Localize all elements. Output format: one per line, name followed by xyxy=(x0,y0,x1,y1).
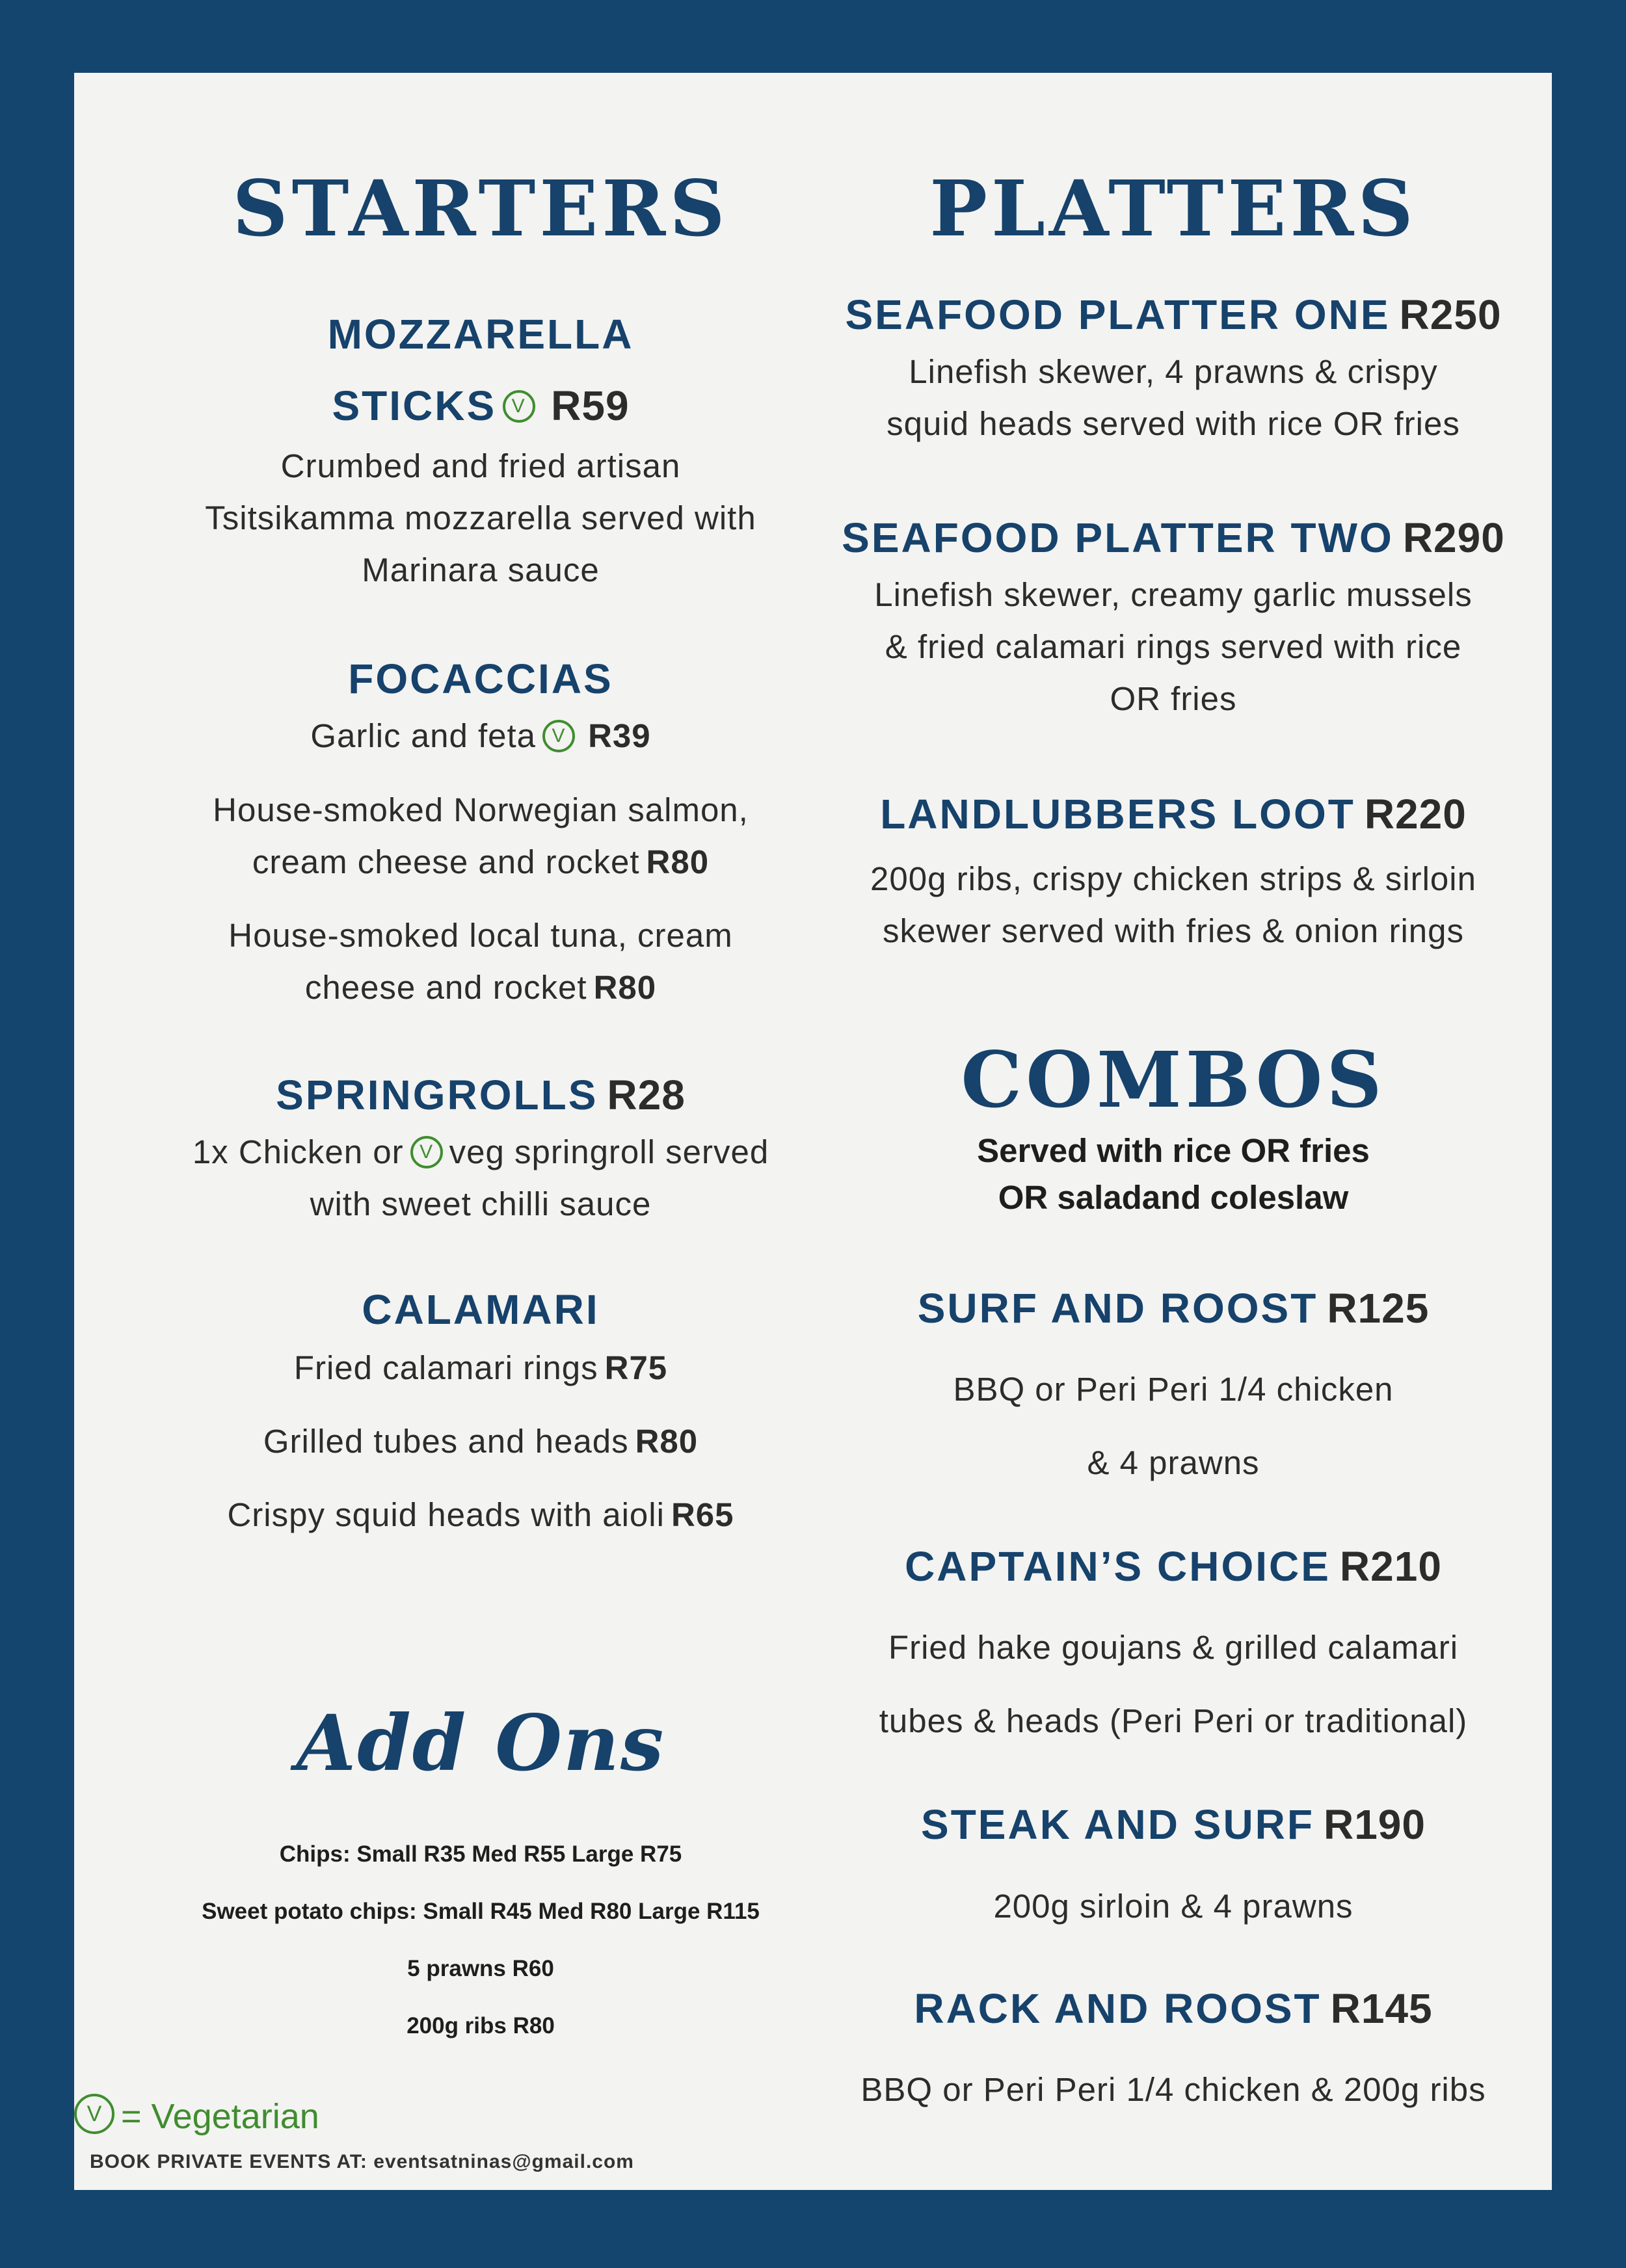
addon-line: 200g ribs R80 xyxy=(406,2013,555,2038)
springrolls-price: R28 xyxy=(607,1072,686,1118)
calamari-rings xyxy=(126,1342,835,1394)
platter-name xyxy=(819,291,1528,338)
addon-line: Chips: Small R35 Med R55 Large R75 xyxy=(279,1841,682,1867)
vegetarian-icon: V xyxy=(74,2094,114,2134)
combo-price: R210 xyxy=(1339,1543,1442,1590)
combos-subtitle: Served with rice OR fries xyxy=(977,1132,1370,1169)
combos-subtitle: OR saladand coleslaw xyxy=(998,1179,1349,1216)
legend-label: = Vegetarian xyxy=(121,2097,319,2136)
calamari-squid-price: R65 xyxy=(671,1496,734,1533)
combo-desc: BBQ or Peri Peri 1/4 chicken xyxy=(953,1371,1394,1408)
platter-desc: OR fries xyxy=(1110,680,1237,717)
focaccia-garlic-price: R39 xyxy=(588,717,651,754)
mozzarella-name: STICKS xyxy=(332,382,497,429)
springrolls-desc-b: veg springroll served xyxy=(449,1133,769,1170)
vegetarian-icon: V xyxy=(503,390,535,423)
focaccias-name: FOCACCIAS xyxy=(348,655,613,702)
vegetarian-icon: V xyxy=(410,1136,443,1168)
mozzarella-name-line2 xyxy=(126,382,835,429)
combo-desc: tubes & heads (Peri Peri or traditional) xyxy=(879,1702,1468,1739)
springrolls-name xyxy=(126,1074,835,1116)
springrolls-desc-a: 1x Chicken or xyxy=(192,1133,404,1170)
platter-name xyxy=(819,793,1528,835)
focaccia-garlic-text: Garlic and feta xyxy=(310,717,537,754)
addon-line: 5 prawns R60 xyxy=(407,1956,554,1981)
mozzarella-desc-2: Tsitsikamma mozzarella served with xyxy=(205,499,756,536)
starters-title: STARTERS xyxy=(232,163,729,254)
menu-card xyxy=(74,73,1552,2190)
focaccia-salmon-price: R80 xyxy=(646,843,710,880)
combo-desc: & 4 prawns xyxy=(1087,1444,1260,1481)
combo-title: SURF AND ROOST xyxy=(917,1285,1318,1332)
platter-desc: Linefish skewer, creamy garlic mussels xyxy=(874,576,1473,613)
combo-title: CAPTAIN’S CHOICE xyxy=(905,1543,1331,1590)
left-column xyxy=(126,73,835,2190)
focaccia-tuna-text: cheese and rocket xyxy=(304,969,587,1006)
springrolls-desc-2: with sweet chilli sauce xyxy=(310,1185,652,1222)
calamari-grilled-text: Grilled tubes and heads xyxy=(263,1423,629,1460)
focaccia-garlic xyxy=(126,710,835,762)
mozzarella-desc-3: Marinara sauce xyxy=(362,551,600,588)
focaccia-tuna-line1: House-smoked local tuna, cream xyxy=(228,917,733,954)
booking-contact: BOOK PRIVATE EVENTS AT: eventsatninas@gmail.com xyxy=(90,2151,634,2172)
platter-price: R290 xyxy=(1402,514,1505,561)
springrolls-desc-1 xyxy=(126,1126,835,1178)
calamari-grilled-price: R80 xyxy=(635,1423,699,1460)
combo-price: R125 xyxy=(1327,1285,1430,1332)
vegetarian-legend xyxy=(74,2096,464,2146)
platter-desc: 200g ribs, crispy chicken strips & sirloin xyxy=(870,860,1476,897)
focaccia-salmon-text: cream cheese and rocket xyxy=(252,843,640,880)
focaccia-tuna-price: R80 xyxy=(593,969,657,1006)
mozzarella-price: R59 xyxy=(551,382,630,429)
combo-price: R190 xyxy=(1323,1801,1426,1848)
combo-name xyxy=(819,1801,1528,1848)
platter-title: SEAFOOD PLATTER ONE xyxy=(845,291,1391,338)
calamari-rings-text: Fried calamari rings xyxy=(293,1349,598,1386)
combo-title: RACK AND ROOST xyxy=(914,1985,1322,2032)
platter-title: SEAFOOD PLATTER TWO xyxy=(842,514,1394,561)
platter-name xyxy=(819,514,1528,561)
focaccia-salmon-line2 xyxy=(126,836,835,888)
platters-title: PLATTERS xyxy=(929,163,1417,254)
springrolls-title: SPRINGROLLS xyxy=(276,1072,598,1118)
vegetarian-icon: V xyxy=(542,720,575,752)
right-column xyxy=(819,73,1528,2190)
mozzarella-desc-1: Crumbed and fried artisan xyxy=(280,447,681,484)
platter-desc: squid heads served with rice OR fries xyxy=(886,405,1460,442)
calamari-grilled xyxy=(126,1416,835,1468)
combos-title: COMBOS xyxy=(961,1035,1386,1125)
combo-name xyxy=(819,1285,1528,1332)
focaccia-salmon-line1: House-smoked Norwegian salmon, xyxy=(213,791,749,828)
platter-desc: skewer served with fries & onion rings xyxy=(882,912,1465,949)
combo-price: R145 xyxy=(1330,1985,1433,2032)
platter-price: R250 xyxy=(1399,291,1502,338)
combo-title: STEAK AND SURF xyxy=(921,1801,1314,1848)
calamari-squid xyxy=(126,1489,835,1541)
calamari-name: CALAMARI xyxy=(362,1286,600,1333)
addons-title: Add Ons xyxy=(296,1698,665,1788)
platter-price: R220 xyxy=(1364,791,1467,837)
combo-desc: 200g sirloin & 4 prawns xyxy=(993,1888,1353,1925)
focaccia-tuna-line2 xyxy=(126,962,835,1014)
combo-desc: Fried hake goujans & grilled calamari xyxy=(888,1629,1459,1666)
combo-name xyxy=(819,1543,1528,1590)
calamari-rings-price: R75 xyxy=(604,1349,668,1386)
addon-line: Sweet potato chips: Small R45 Med R80 Large R115 xyxy=(202,1899,760,1924)
combo-desc: BBQ or Peri Peri 1/4 chicken & 200g ribs xyxy=(860,2071,1486,2108)
platter-desc: Linefish skewer, 4 prawns & crispy xyxy=(909,353,1438,390)
calamari-squid-text: Crispy squid heads with aioli xyxy=(227,1496,665,1533)
combo-name xyxy=(819,1985,1528,2032)
platter-title: LANDLUBBERS LOOT xyxy=(880,791,1355,837)
platter-desc: & fried calamari rings served with rice xyxy=(885,628,1462,665)
mozzarella-name-line1: MOZZARELLA xyxy=(327,311,634,358)
